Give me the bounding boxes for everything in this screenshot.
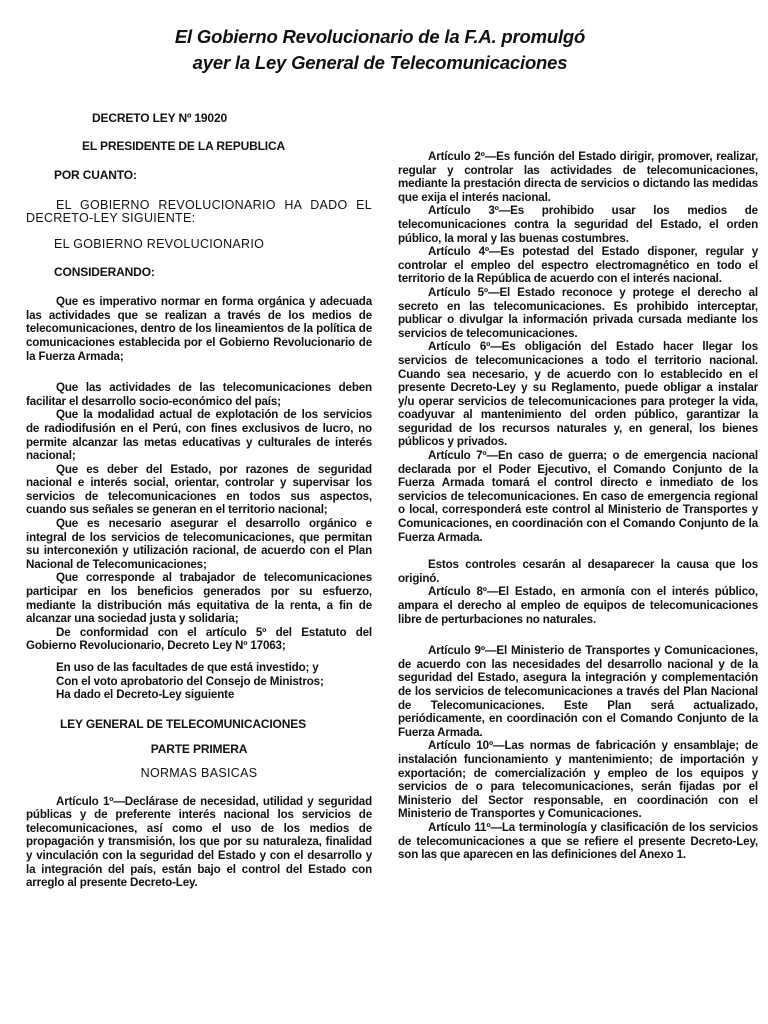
- considerando-paragraph: Que corresponde al trabajador de telecomunicaciones participar en los beneficios generados por su esfuerzo, mediante la distribución más equitativa de la renta, a fin de alcanzar una sociedad justa y solidaria;: [26, 571, 372, 626]
- article-6: Artículo 6º—Es obligación del Estado hacer llegar los servicios de telecomunicaciones a todo el territorio nacional. Cuando sea necesario, y de acuerdo con lo establecido en el presente Decreto-Ley y su Reglamento, puede obligar a instalar y/u operar servicios de telecomunicaciones para proteger la vida, coadyuvar al mantenimiento del orden público, garantizar la seguridad de los recursos naturales y, en general, los bienes públicos y privados.: [398, 340, 758, 449]
- headline: [120, 24, 640, 76]
- considerando-paragraph: Que la modalidad actual de explotación de los servicios de radiodifusión en el Perú, con fines exclusivos de lucro, no permite alcanzar las metas educativas y culturales de interés nacional;: [26, 408, 372, 463]
- article-7: Artículo 7º—En caso de guerra; o de emergencia nacional declarada por el Poder Ejecutivo, el Comando Conjunto de la Fuerza Armada tomará el control directo e inmediato de los servicios de telecomunicaciones. En caso de emergencia regional o local, corresponderá este control al Ministerio de Transportes y Comunicaciones, en coordinación con el Comando Conjunto de la Fuerza Armada.: [398, 449, 758, 544]
- law-title: LEY GENERAL DE TELECOMUNICACIONES: [60, 716, 306, 731]
- article-2: Artículo 2º—Es función del Estado dirigir, promover, realizar, regular y controlar las actividades de telecomunicaciones, mediante la prestación directa de servicios o dictando las medidas que exija el interés nacional.: [398, 150, 758, 204]
- considerando-paragraph: Que es deber del Estado, por razones de seguridad nacional e interés social, orientar, controlar y supervisar los servicios de telecomunicaciones en todos sus aspectos, cuando sus señales se generan en el territorio nacional;: [26, 462, 372, 517]
- article-10: Artículo 10º—Las normas de fabricación y ensamblaje; de instalación funcionamiento y mantenimiento; de importación y exportación; de comercialización y empleo de los equipos y servicios de o para telecomunicaciones, serán fijadas por el Ministerio del Sector responsable, en coordinación con el Ministerio de Transportes y Comunicaciones.: [398, 739, 758, 821]
- article-8: Artículo 8º—El Estado, en armonía con el interés público, ampara el derecho al empleo de equipos de telecomunicaciones libre de perturbaciones no naturales.: [398, 585, 758, 626]
- por-cuanto-heading: POR CUANTO:: [54, 168, 137, 183]
- considerando-paragraph: Que es necesario asegurar el desarrollo orgánico e integral de los servicios de telecomunicaciones, que permitan su interconexión y utilización racional, de acuerdo con el Plan Nacional de Telecomunicaciones;: [26, 517, 372, 571]
- considerando-paragraph: Que es imperativo normar en forma orgánica y adecuada las actividades que se realizan a través de los medios de telecomunicaciones, dentro de los lineamientos de la política de comunicaciones establecida por el Gobierno Revolucionario de la Fuerza Armada;: [26, 295, 372, 363]
- article-9: Artículo 9º—El Ministerio de Transportes y Comunicaciones, de acuerdo con las necesidades del desarrollo nacional y de la seguridad del Estado, asegura la integración y complementación de los servicios de telecomunicaciones a través del Plan Nacional de Telecomunicaciones. Este Plan será actualizado, periódicamente, en coordinación con el Comando Conjunto de la Fuerza Armada.: [398, 644, 758, 739]
- considerando-paragraph: Ha dado el Decreto-Ley siguiente: [56, 688, 235, 702]
- considerando-paragraph: Que las actividades de las telecomunicaciones deben facilitar el desarrollo socio-económico del país;: [26, 381, 372, 408]
- considerando-paragraph: De conformidad con el artículo 5º del Estatuto del Gobierno Revolucionario, Decreto Ley Nº 17063;: [26, 625, 372, 653]
- decree-number: DECRETO LEY Nº 19020: [92, 111, 227, 125]
- article-4: Artículo 4º—Es potestad del Estado disponer, regular y controlar el empleo del espectro electromagnético en todo el territorio de la República de acuerdo con el interés nacional.: [398, 245, 758, 286]
- headline-line-2: ayer la Ley General de Telecomunicaciones: [192, 52, 568, 73]
- headline-line-1: El Gobierno Revolucionario de la F.A. promulgó: [174, 26, 586, 47]
- controles-paragraph: Estos controles cesarán al desaparecer la causa que los originó.: [398, 558, 758, 585]
- right-column: [398, 150, 758, 862]
- considerando-heading: CONSIDERANDO:: [54, 264, 155, 279]
- considerando-paragraph: Con el voto aprobatorio del Consejo de Ministros;: [56, 674, 324, 688]
- president-heading: EL PRESIDENTE DE LA REPUBLICA: [82, 138, 286, 153]
- article-11: Artículo 11º—La terminología y clasificación de los servicios de telecomunicaciones a que se refiere el presente Decreto-Ley, son las que aparecen en las definiciones del Anexo 1.: [398, 820, 758, 862]
- normas-basicas-heading: NORMAS BASICAS: [140, 765, 258, 780]
- article-1: Artículo 1º—Declárase de necesidad, utilidad y seguridad públicas y de preferente interés nacional los servicios de telecomunicaciones, así como el uso de los medios de propagación y transmisión, los que por su naturaleza, finalidad y vinculación con la seguridad del Estado y con el desarrollo y la integración del país, están bajo el control del Estado con arreglo al presente Decreto-Ley.: [26, 794, 372, 890]
- article-5: Artículo 5º—El Estado reconoce y protege el derecho al secreto en las telecomunicaciones. Es prohibido interceptar, publicar o divulgar la información privada cursada mediante los servicios de telecomunicaciones.: [398, 285, 758, 340]
- left-column: [26, 112, 372, 890]
- article-3: Artículo 3º—Es prohibido usar los medios de telecomunicaciones contra la seguridad del Estado, el orden público, la moral y las buenas costumbres.: [398, 204, 758, 245]
- parte-primera-heading: PARTE PRIMERA: [150, 742, 248, 757]
- gobierno-heading: EL GOBIERNO REVOLUCIONARIO: [54, 236, 265, 251]
- gobierno-ha-dado: EL GOBIERNO REVOLUCIONARIO HA DADO EL DECRETO-LEY SIGUIENTE:: [26, 197, 372, 226]
- considerando-paragraph: En uso de las facultades de que está investido; y: [56, 661, 319, 674]
